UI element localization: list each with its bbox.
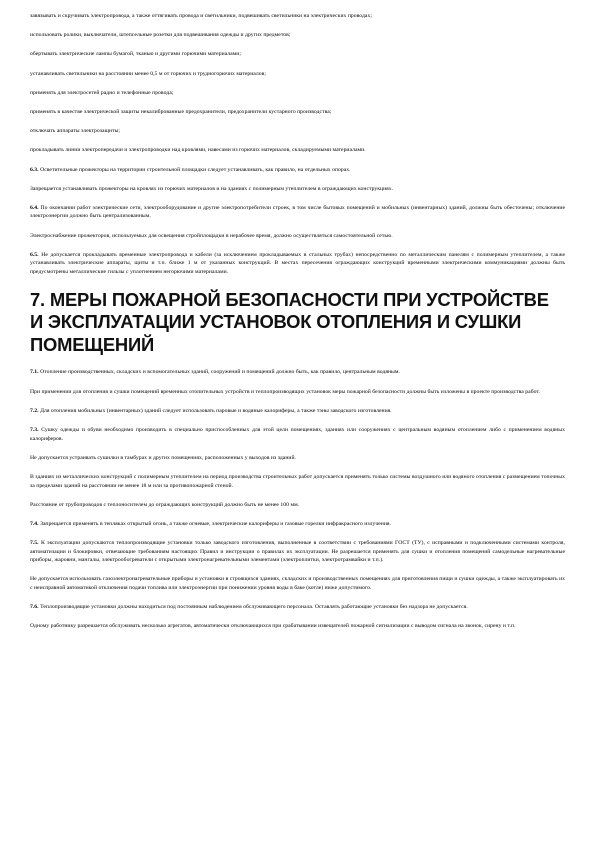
paragraph-text: применять для электросетей радио и телефонные провода; bbox=[30, 89, 174, 96]
paragraph-text: Осветительные прожекторы на территории строительной площадки следует устанавливать, как правило, на отдельных опорах. bbox=[40, 166, 351, 173]
paragraph bbox=[30, 89, 565, 98]
paragraph-text: завязывать и скручивать электропровода, а также оттягивать провода и светильники, подвешивать светильники на электрических проводах; bbox=[30, 13, 372, 19]
paragraph bbox=[30, 575, 565, 592]
paragraph bbox=[30, 251, 565, 277]
paragraph-text: отключать аппараты электрозащиты; bbox=[30, 128, 121, 135]
clause-number: 7.2. bbox=[30, 407, 39, 414]
paragraph-text: Теплопроизводящие установки должны находиться под постоянным наблюдением обслуживающего персонала. Оставлять работающие установки без надзора не допускается. bbox=[40, 604, 468, 611]
paragraphs-after bbox=[30, 368, 565, 631]
paragraph bbox=[30, 185, 565, 194]
clause-number: 7.3. bbox=[30, 426, 39, 433]
paragraph bbox=[30, 407, 565, 416]
paragraph-text: Расстояние от трубопроводов с теплоносителем до ограждающих конструкций должно быть не менее 100 мм. bbox=[30, 501, 300, 508]
clause-number: 7.1. bbox=[30, 369, 39, 376]
clause-number: 6.5. bbox=[30, 251, 39, 258]
paragraph bbox=[30, 501, 565, 510]
paragraph bbox=[30, 388, 565, 397]
paragraph bbox=[30, 127, 565, 136]
paragraph-text: К эксплуатации допускаются теплопроизводящие установки только заводского изготовления, выполненные в соответствии с требованиями ГОСТ (ТУ), с исправными и подключенными системами контроля, автоматизации и блокировки, отвечающие требованиям настоящих Правил и инструкции о правилах их эксплуатации. Не разрешается применять для сушки и отопления помещений самодельные нагревательные приборы, жаровни, мангалы, электрообогреватели с открытыми электронагревательными элементами (электроплитки, электротрамвайки и т.п.). bbox=[30, 540, 565, 564]
paragraph-text: Запрещается устанавливать прожекторы на кровлях из горючих материалов и на зданиях с полимерным утеплителем в ограждающих конструкциях. bbox=[30, 185, 394, 192]
paragraph-text: использовать ролики, выключатели, штепсельные розетки для подвешивания одежды и других предметов; bbox=[30, 32, 291, 39]
paragraph bbox=[30, 426, 565, 443]
paragraph-text: Отопление производственных, складских и вспомогательных зданий, сооружений и помещений должно быть, как правило, центральным водяным. bbox=[40, 369, 400, 376]
paragraph bbox=[30, 622, 565, 631]
paragraph bbox=[30, 454, 565, 463]
paragraph-text: Одному работнику разрешается обслуживать несколько агрегатов, автоматически отключающихся при срабатывании извещателей пожарной сигнализации с выводом сигнала на звонок, сирену и т.п. bbox=[30, 623, 516, 630]
paragraph bbox=[30, 50, 565, 59]
clause-number: 7.5. bbox=[30, 540, 39, 547]
paragraph-text: Не допускается использовать газоэлектронагревательные приборы и установки в строящихся зданиях, складских и производственных помещениях для приготовления пищи и сушки одежды, а также эксплуатировать их с неисправной автоматикой отключения подачи топлива или электроэнергии при понижении уровня воды в баке (котле) ниже допустимого. bbox=[30, 576, 565, 592]
paragraph bbox=[30, 146, 565, 155]
clause-number: 6.4. bbox=[30, 204, 39, 211]
clause-number: 7.6. bbox=[30, 604, 39, 611]
paragraph bbox=[30, 232, 565, 241]
paragraph-text: Не допускается прокладывать временные электропровода и кабели (за исключением прокладываемых в стальных трубах) непосредственно по металлическим панелям с полимерным утеплителем, а также устанавливать электрические аппараты, щиты и т.п. ближе 1 м от указанных конструкций. В местах пересечения ограждающих конструкций временными электрическими коммуникациями должны быть предусмотрены металлические гильзы с уплотнением негорючими материалами. bbox=[30, 251, 565, 276]
paragraph bbox=[30, 368, 565, 377]
paragraph bbox=[30, 12, 565, 21]
paragraph-text: По окончании работ электрические сети, электрооборудование и другие электропотребители строек, в том числе бытовых помещений и мобильных (инвентарных) зданий, должны быть обесточены; отключение электроэнергии должно быть централизованным. bbox=[30, 204, 565, 220]
paragraph-text: обертывать электрические лампы бумагой, тканью и другими горючими материалами; bbox=[30, 51, 241, 58]
paragraph-text: Электроснабжение прожекторов, используемых для освещения стройплощадки в нерабочее время, должно осуществляться самостоятельной сетью. bbox=[30, 232, 393, 239]
paragraph bbox=[30, 108, 565, 117]
paragraph-text: При применении для отопления и сушки помещений временных отопительных устройств и теплопроизводящих установок меры пожарной безопасности должны быть изложены в проекте производства работ. bbox=[30, 388, 540, 395]
section-heading: 7. МЕРЫ ПОЖАРНОЙ БЕЗОПАСНОСТИ ПРИ УСТРОЙСТВЕ И ЭКСПЛУАТАЦИИ УСТАНОВОК ОТОПЛЕНИЯ И СУШКИ ПОМЕЩЕНИЙ bbox=[30, 288, 549, 355]
paragraph-text: В зданиях из металлических конструкций с полимерным утеплителем на период производства строительных работ допускается применять только системы воздушного или водяного отопления с размещением топочных за пределами зданий на расстоянии не менее 18 м или за противопожарной стеной. bbox=[30, 473, 565, 489]
paragraph-text: применять в качестве электрической защиты некалиброванные предохранители, предохранители кустарного производства; bbox=[30, 108, 332, 115]
paragraph bbox=[30, 166, 565, 175]
paragraph bbox=[30, 473, 565, 490]
paragraph-text: устанавливать светильники на расстоянии менее 0,5 м от горючих и трудногорючих материалов; bbox=[30, 70, 266, 77]
paragraph bbox=[30, 31, 565, 40]
paragraph bbox=[30, 70, 565, 79]
paragraph bbox=[30, 520, 565, 529]
clause-number: 6.3. bbox=[30, 166, 39, 173]
paragraph-text: Сушку одежды и обуви необходимо производить в специально приспособленных для этой цели помещениях, зданиях или сооружениях с центральным водяным отоплением либо с применением водяных калориферов. bbox=[30, 426, 565, 442]
paragraph-text: Для отопления мобильных (инвентарных) зданий следует использовать паровые и водяные калориферы, а также тэны заводского изготовления. bbox=[40, 407, 392, 414]
paragraph bbox=[30, 204, 565, 221]
clause-number: 7.4. bbox=[30, 520, 39, 527]
paragraph bbox=[30, 603, 565, 612]
paragraph-text: прокладывать линии электропередачи и электропроводки над кровлями, навесами из горючих материалов, складируемыми материалами. bbox=[30, 147, 366, 154]
paragraph-text: Не допускается устраивать сушилки в тамбурах и других помещениях, расположенных у выходов из зданий. bbox=[30, 454, 296, 461]
paragraph bbox=[30, 539, 565, 565]
paragraph-text: Запрещается применять в тепляках открытый огонь, а также огневые, электрические калориферы и газовые горелки инфракрасного излучения. bbox=[40, 520, 391, 527]
paragraphs-before bbox=[30, 12, 565, 277]
